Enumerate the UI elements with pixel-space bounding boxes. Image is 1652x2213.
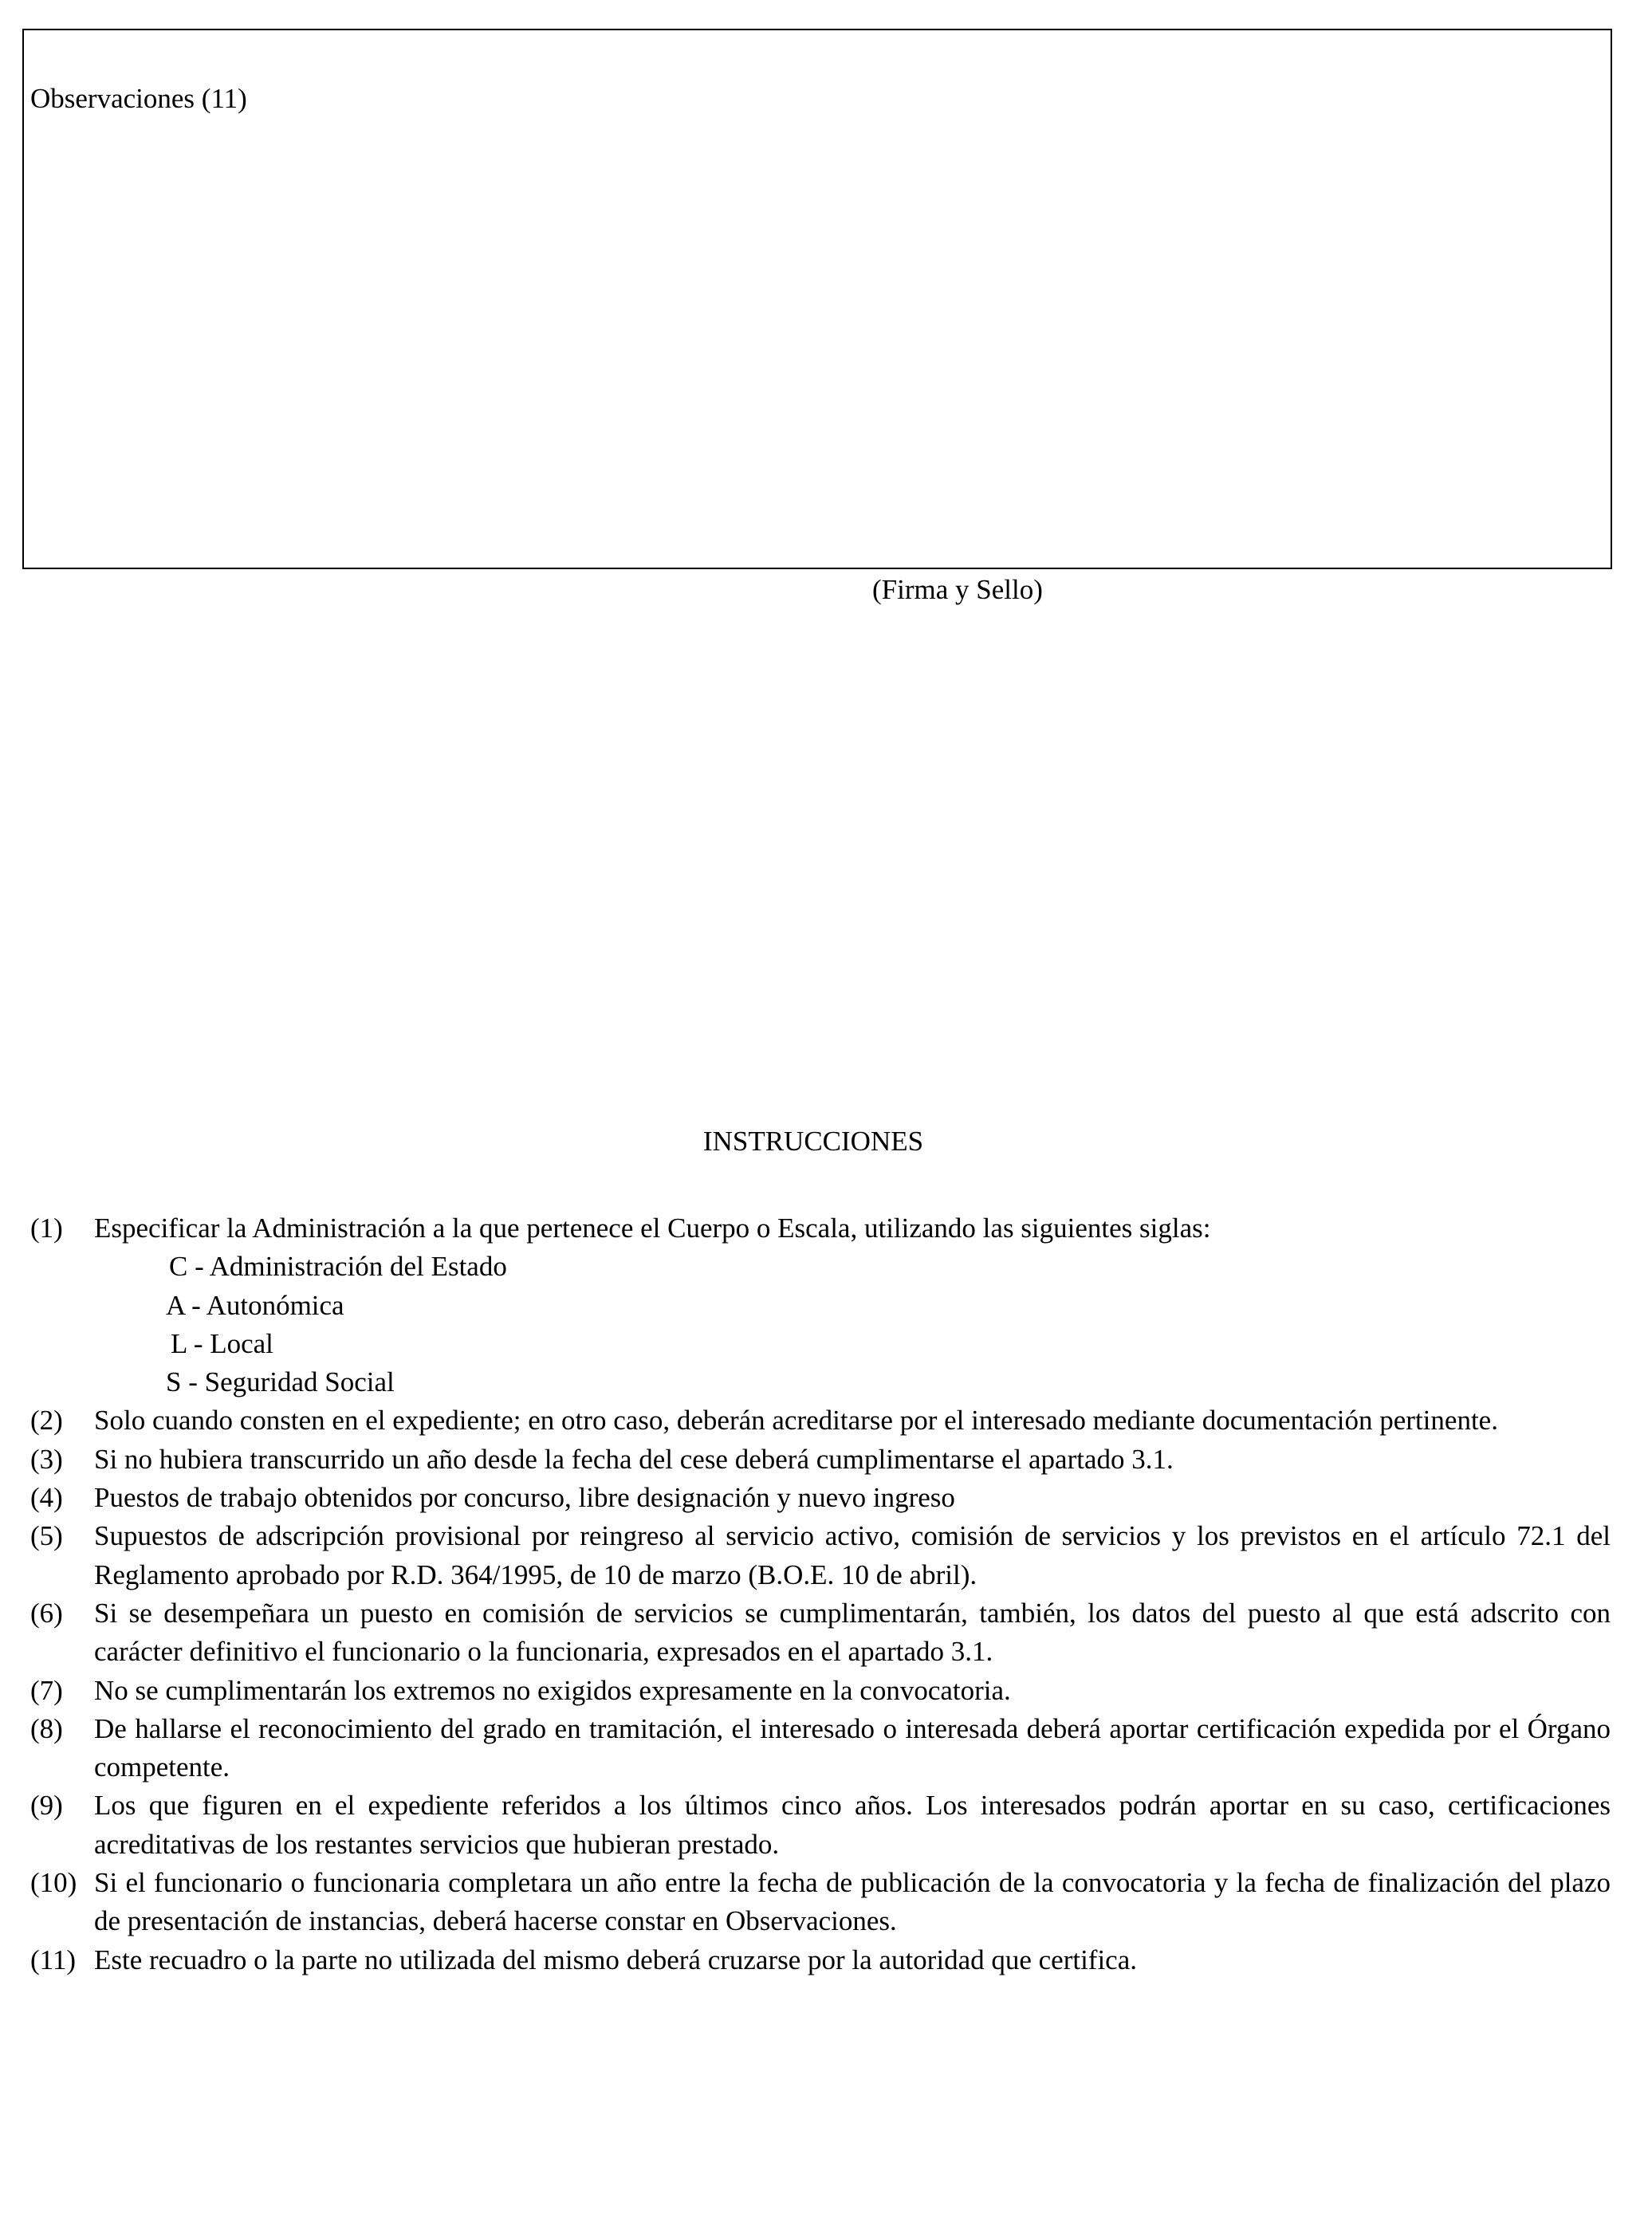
administration-codes-list xyxy=(94,1248,1611,1401)
instruction-text: Si no hubiera transcurrido un año desde la fecha del cese deberá cumplimentarse el apartado 3.1. xyxy=(94,1443,1174,1475)
instruction-text: Si se desempeñara un puesto en comisión de servicios se cumplimentarán, también, los datos del puesto al que está adscrito con carácter definitivo el funcionario o la funcionaria, expresados en el apartado 3.1. xyxy=(94,1597,1611,1668)
instructions-title: INSTRUCCIONES xyxy=(702,1126,924,1157)
instruction-number: (11) xyxy=(30,1944,77,1975)
administration-code-s: S - Seguridad Social xyxy=(166,1366,395,1398)
instruction-number: (9) xyxy=(30,1790,63,1822)
instruction-number: (4) xyxy=(30,1482,63,1514)
instruction-number: (7) xyxy=(30,1674,63,1706)
instruction-number: (10) xyxy=(30,1867,77,1899)
observaciones-label: Observaciones (11) xyxy=(30,83,247,114)
instruction-text: Los que figuren en el expediente referidos a los últimos cinco años. Los interesados podrán aportar en su caso, certificaciones acreditativas de los restantes servicios que hubieran prestado. xyxy=(94,1790,1611,1860)
administration-code-c: C - Administración del Estado xyxy=(169,1251,507,1283)
instruction-number: (8) xyxy=(30,1712,63,1744)
instruction-number: (2) xyxy=(30,1405,63,1437)
signature-caption: (Firma y Sello) xyxy=(872,574,1043,605)
instructions-list xyxy=(30,1209,1611,1979)
instruction-text: No se cumplimentarán los extremos no exigidos expresamente en la convocatoria. xyxy=(94,1674,1011,1706)
instruction-item-3 xyxy=(30,1441,1611,1479)
administration-code-l: L - Local xyxy=(171,1327,273,1359)
instruction-item-11 xyxy=(30,1941,1611,1979)
instruction-number: (5) xyxy=(30,1520,63,1552)
instruction-number: (6) xyxy=(30,1597,63,1629)
instruction-item-2 xyxy=(30,1401,1611,1440)
instruction-item-1 xyxy=(30,1209,1611,1401)
instruction-item-8 xyxy=(30,1710,1611,1787)
instruction-text: Si el funcionario o funcionaria completara un año entre la fecha de publicación de la convocatoria y la fecha de finalización del plazo de presentación de instancias, deberá hacerse constar en Observaciones. xyxy=(94,1867,1611,1937)
instruction-number: (3) xyxy=(30,1443,63,1475)
instruction-text: Especificar la Administración a la que pertenece el Cuerpo o Escala, utilizando las siguientes siglas: xyxy=(94,1213,1211,1244)
instruction-item-10 xyxy=(30,1864,1611,1941)
instruction-item-4 xyxy=(30,1479,1611,1517)
instruction-item-6 xyxy=(30,1594,1611,1672)
instruction-item-5 xyxy=(30,1517,1611,1594)
instruction-text: Puestos de trabajo obtenidos por concurso, libre designación y nuevo ingreso xyxy=(94,1482,955,1514)
instruction-text: Solo cuando consten en el expediente; en otro caso, deberán acreditarse por el interesado mediante documentación pertinente. xyxy=(94,1405,1498,1437)
administration-code-a: A - Autonómica xyxy=(166,1289,344,1321)
instruction-text: De hallarse el reconocimiento del grado en tramitación, el interesado o interesada deberá aportar certificación expedida por el Órgano competente. xyxy=(94,1712,1611,1783)
observaciones-box[interactable] xyxy=(22,29,1612,569)
instruction-item-9 xyxy=(30,1787,1611,1864)
instruction-number: (1) xyxy=(30,1213,63,1244)
instruction-item-7 xyxy=(30,1672,1611,1710)
instruction-text: Este recuadro o la parte no utilizada del mismo deberá cruzarse por la autoridad que certifica. xyxy=(94,1944,1138,1975)
instruction-text: Supuestos de adscripción provisional por reingreso al servicio activo, comisión de servicios y los previstos en el artículo 72.1 del Reglamento aprobado por R.D. 364/1995, de 10 de marzo (B.O.E. 10 de abril). xyxy=(94,1520,1611,1590)
